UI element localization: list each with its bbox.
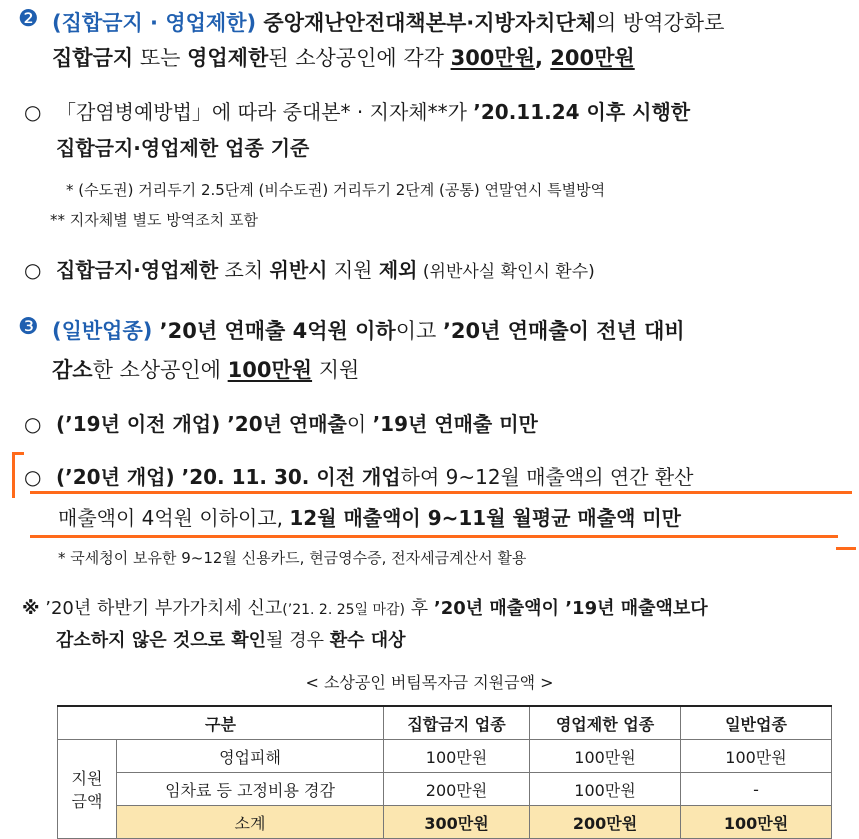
text: 감소하지 않은 것으로 확인 — [56, 630, 267, 651]
text: ’20년 하반기 부가가치세 신고 — [39, 598, 283, 619]
text: 「감염병예방법」에 따라 중대본* · 지자체**가 — [56, 100, 474, 124]
note-2: ** 지자체별 별도 방역조치 포함 — [50, 211, 258, 229]
text: 환수 대상 — [329, 630, 406, 651]
table-header: 일반업종 — [681, 706, 832, 740]
annotation-underline — [30, 491, 852, 494]
text: 12월 매출액이 9~11월 월평균 매출액 미만 — [289, 506, 681, 530]
amount-100: 100만원 — [227, 358, 313, 382]
text: (’20년 개업) ’20. 11. 30. 이전 개업 — [56, 465, 401, 489]
text: 매출액이 4억원 이하이고, — [58, 506, 290, 530]
text: (’19년 이전 개업) ’20년 연매출 — [56, 412, 347, 436]
table-header-row — [58, 706, 832, 740]
table-cell: 100만원 — [530, 773, 681, 806]
table-cell: 소계 — [117, 806, 384, 839]
amount-300: 300만원 — [450, 46, 535, 70]
table-cell: 영업피해 — [117, 740, 384, 773]
text-date: ’20.11.24 이후 시행한 — [473, 100, 691, 124]
section2-heading: (집합금지 · 영업제한) — [52, 11, 257, 35]
section2-l1-tail: 의 방역강화로 — [595, 11, 725, 35]
text: 조치 — [218, 258, 270, 282]
text: 지원 — [327, 258, 379, 282]
support-table — [57, 705, 832, 839]
text: 제외 — [378, 258, 418, 282]
annotation-underline — [30, 535, 838, 538]
text: 한 소상공인에 — [92, 358, 228, 382]
annotation-mark — [836, 547, 856, 550]
text: 집합금지·영업제한 업종 기준 — [56, 136, 310, 160]
table-cell: 300만원 — [384, 806, 530, 839]
text: 된 소상공인에 각각 — [268, 46, 451, 70]
row-group-label: 지원 금액 — [58, 740, 117, 839]
text: 집합금지·영업제한 — [56, 258, 219, 282]
text: 이 — [346, 412, 373, 436]
bullet-icon: ○ — [24, 100, 42, 124]
text: 위반시 — [269, 258, 328, 282]
table-cell: 임차료 등 고정비용 경감 — [117, 773, 384, 806]
text: 이고 — [395, 319, 443, 343]
note-3: * 국세청이 보유한 9~12월 신용카드, 현금영수증, 전자세금계산서 활용 — [58, 549, 527, 567]
remark-line2 — [56, 626, 406, 652]
text-restrict: 영업제한 — [187, 46, 269, 70]
annotation-bracket — [12, 452, 15, 498]
note-1: * (수도권) 거리두기 2.5단계 (비수도권) 거리두기 2단계 (공통) 연말연시 특별방역 — [66, 181, 606, 199]
text: (’21. 2. 25일 마감) — [282, 602, 406, 618]
table-cell: 200만원 — [384, 773, 530, 806]
section3-line2 — [52, 354, 359, 384]
section2-line1 — [52, 7, 724, 37]
table-cell: 100만원 — [681, 806, 832, 839]
section3-bullet2 — [24, 461, 694, 490]
section3-marker: ❸ — [18, 314, 39, 340]
section2-marker: ❷ — [18, 6, 39, 32]
section3-bullet2-cont — [58, 502, 681, 531]
text: ’20년 연매출이 전년 대비 — [442, 319, 685, 343]
text: 될 경우 — [266, 630, 330, 651]
text: 또는 — [133, 46, 188, 70]
text: 후 — [405, 598, 434, 619]
section3-heading: (일반업종) — [52, 319, 153, 343]
text: (위반사실 확인시 환수) — [417, 262, 595, 282]
text: ’20년 연매출 4억원 이하 — [152, 319, 396, 343]
text: 감소 — [52, 358, 93, 382]
section2-line2 — [52, 42, 635, 72]
amount-200: 200만원 — [550, 46, 635, 70]
table-cell: 100만원 — [530, 740, 681, 773]
section2-agency: 중앙재난안전대책본부·지방자치단체 — [256, 11, 596, 35]
remark-icon: ※ — [22, 598, 40, 619]
text-ban: 집합금지 — [52, 46, 134, 70]
remark-line1 — [22, 594, 708, 620]
table-cell: - — [681, 773, 832, 806]
section2-bullet1-cont — [56, 132, 309, 161]
text: , — [535, 46, 551, 70]
section2-bullet2 — [24, 254, 595, 283]
bullet-icon: ○ — [24, 258, 42, 282]
table-row-total — [58, 806, 832, 839]
table-row — [58, 740, 832, 773]
table-cell: 100만원 — [384, 740, 530, 773]
text: ’19년 연매출 미만 — [372, 412, 538, 436]
table-caption: < 소상공인 버팀목자금 지원금액 > — [305, 673, 554, 692]
section3-bullet1 — [24, 408, 538, 437]
table-row — [58, 773, 832, 806]
text: 지원 — [312, 358, 360, 382]
section2-bullet1 — [24, 96, 690, 125]
table-header: 집합금지 업종 — [384, 706, 530, 740]
section3-line1 — [52, 315, 685, 345]
table-cell: 100만원 — [681, 740, 832, 773]
table-cell: 200만원 — [530, 806, 681, 839]
text: 하여 9~12월 매출액의 연간 환산 — [400, 465, 694, 489]
bullet-icon: ○ — [24, 465, 42, 489]
text: ’20년 매출액이 ’19년 매출액보다 — [433, 598, 708, 619]
bullet-icon: ○ — [24, 412, 42, 436]
table-header: 영업제한 업종 — [530, 706, 681, 740]
table-header: 구분 — [58, 706, 384, 740]
